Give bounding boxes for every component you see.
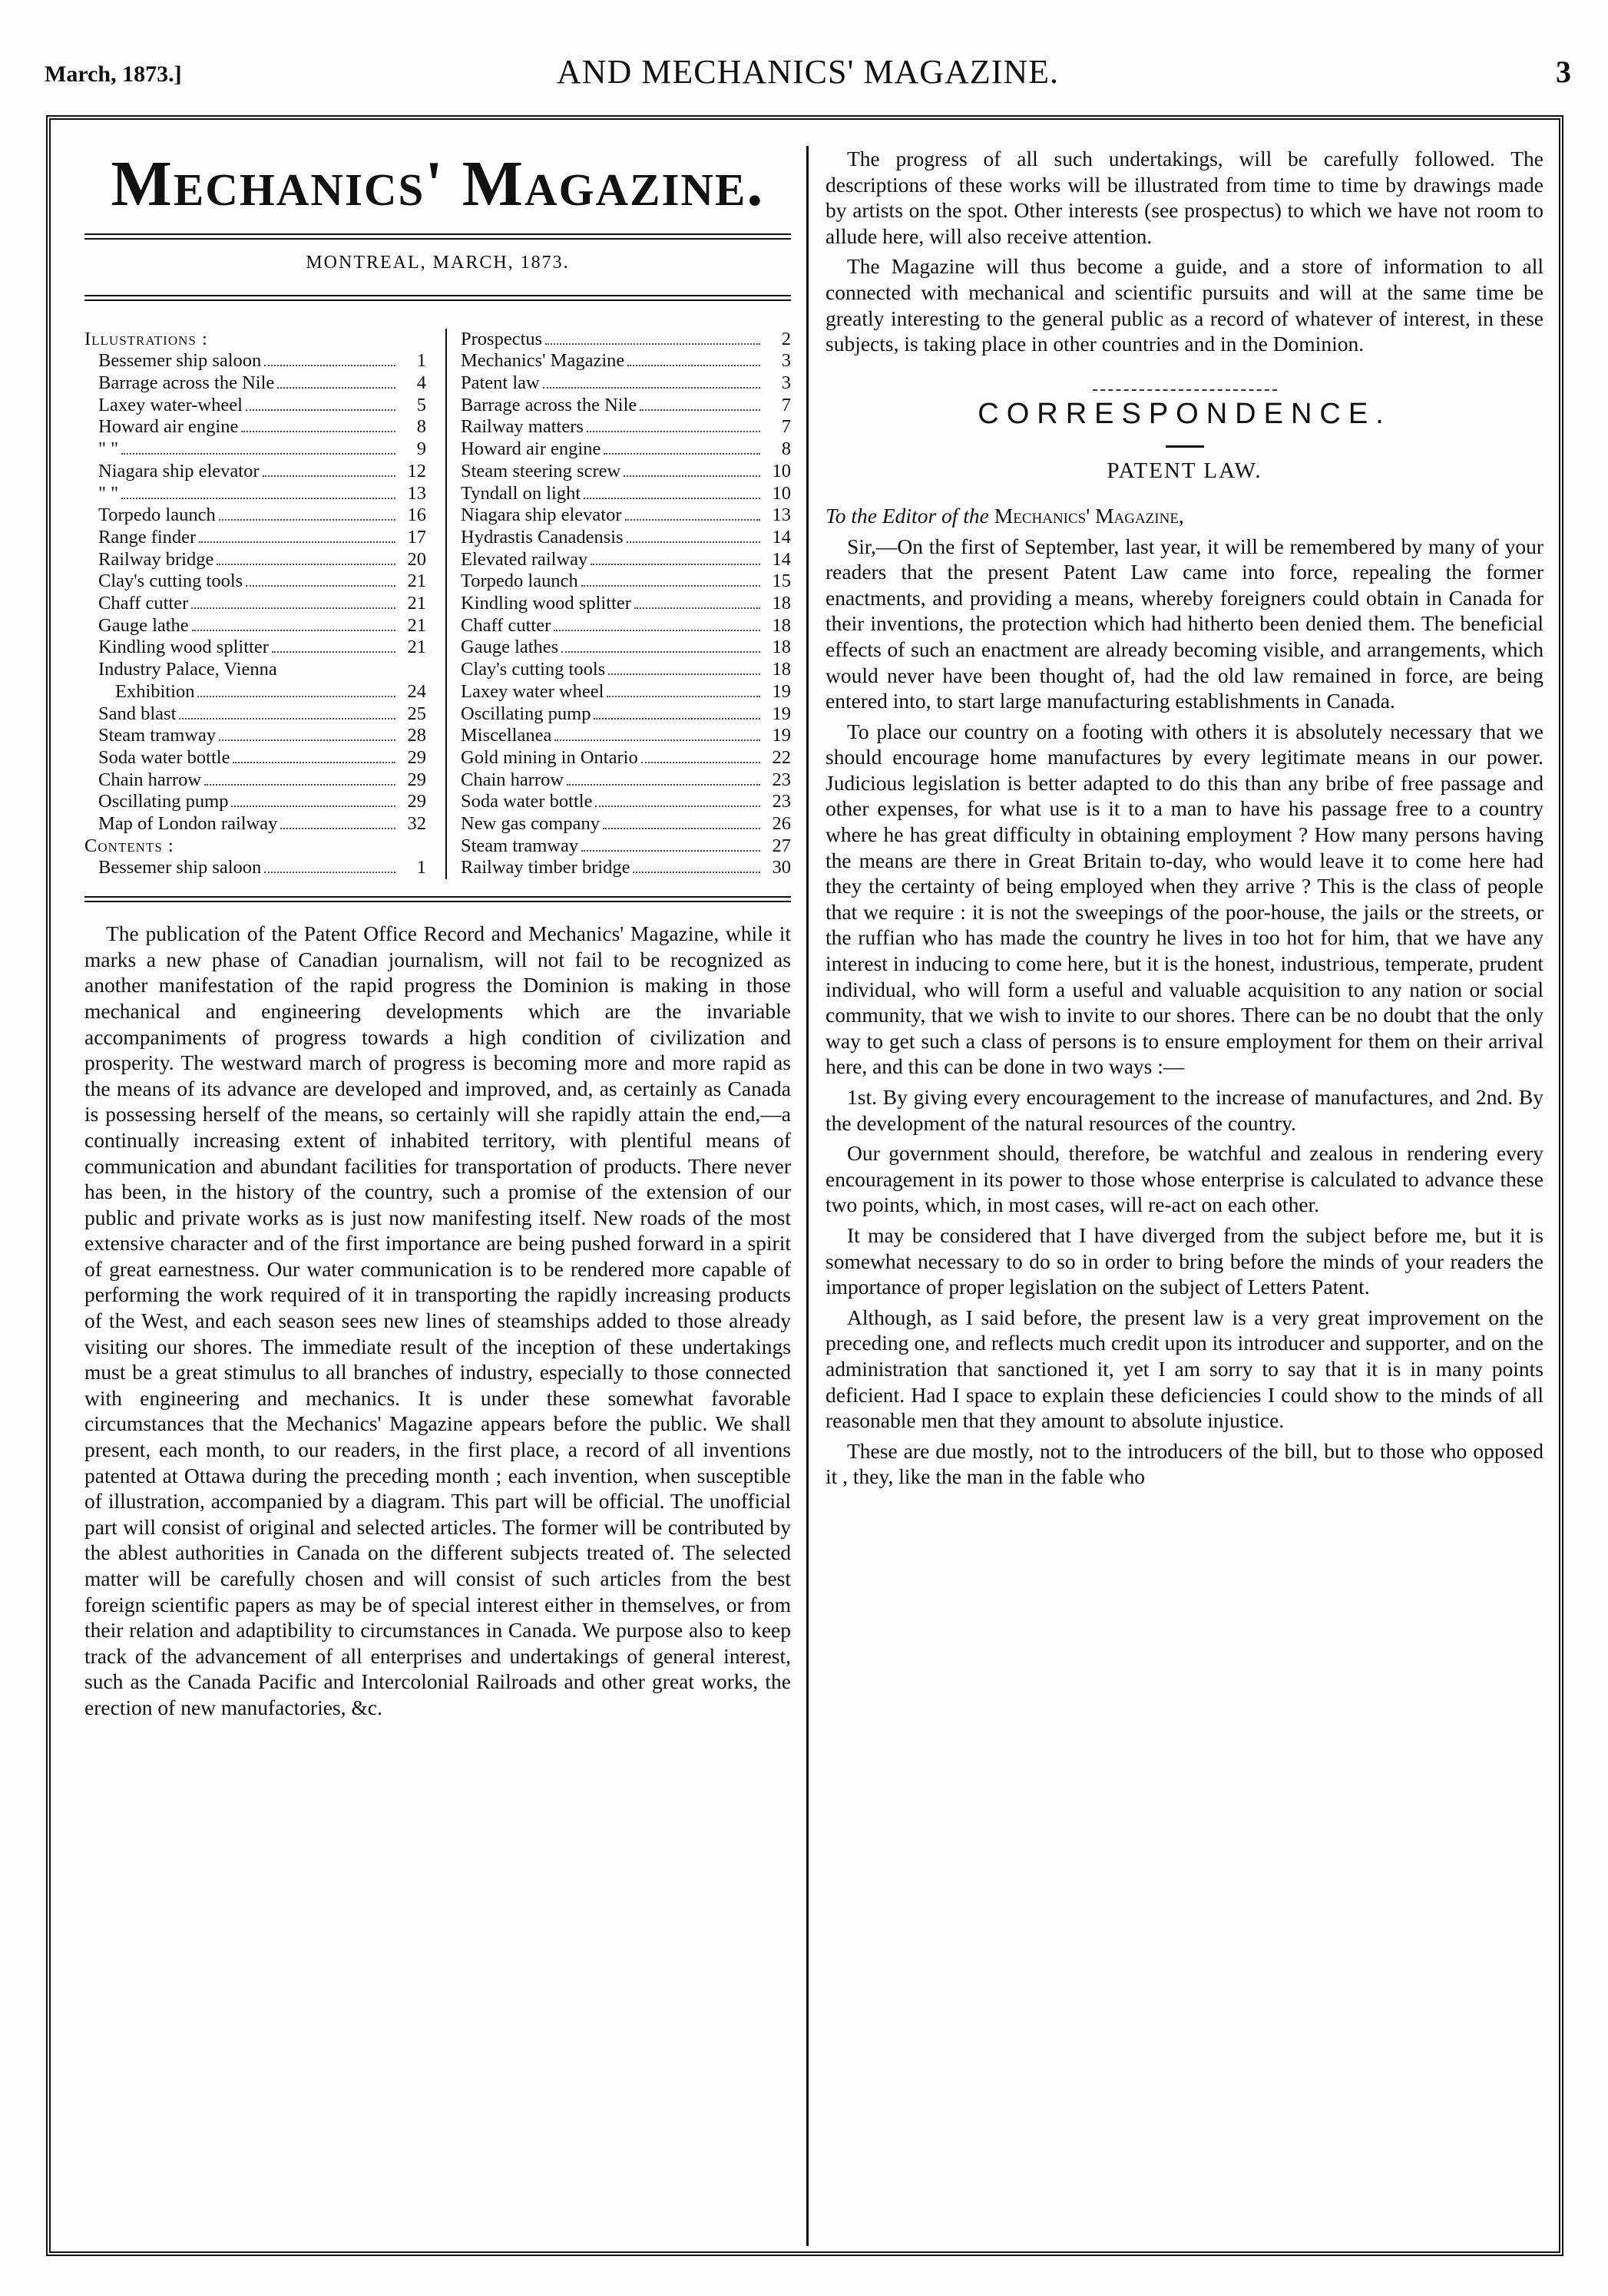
toc-entry-title: Laxey water-wheel [98, 394, 243, 415]
toc-leader [121, 498, 395, 499]
toc-entry-title: " " [98, 482, 119, 504]
toc-entry-title: New gas company [461, 813, 600, 835]
paragraph: To place our country on a footing with others it is absolutely necessary that we should encourage home manufactures by every legitimate means in our power. Judicious legislation is better adapted to do this than any bribe of free passage and other expenses, for what use is it to a man to have his passage free to a country where he has great difficulty in obtaining employment ? How many persons having the means are there in Great Britain to-day, who would leave it to come here had they the certainty of being employed when they arrive ? This is the class of people that we require : it is not the sweepings of the poor-house, the jails or the streets, or the ruffian who has made the country he lives in too hot for him, that we have any interest in inducing to come here, but it is the honest, industrious, temperate, prudent individual, who will form a useful and valuable acquisition to any nation or social community, that we wish to invite to our shores. There can be no doubt that the only way to get such a class of persons is to ensure employment for them on their arrival here, and this can be done in two ways :— [826, 719, 1543, 1079]
toc-entry-page: 23 [772, 791, 791, 812]
patent-law-heading: PATENT LAW. [1107, 458, 1262, 484]
toc-leader [231, 806, 395, 807]
toc-entry [84, 681, 426, 703]
toc-entry-page: 21 [407, 637, 426, 658]
toc-entry-page: 30 [772, 857, 791, 878]
toc-entry-title: Bessemer ship saloon [98, 857, 262, 878]
toc-leader [197, 696, 395, 697]
toc-entry-title: Railway matters [461, 416, 584, 438]
toc-entry-title: Steam steering screw [461, 460, 621, 481]
toc-entry-title: Elevated railway [461, 548, 588, 570]
toc-entry-page: 18 [772, 614, 791, 636]
toc-entry-title: Clay's cutting tools [461, 659, 606, 680]
toc-entry-title: Clay's cutting tools [98, 571, 243, 592]
toc-entry [84, 527, 426, 549]
correspondence-heading: CORRESPONDENCE. [978, 397, 1391, 430]
toc-leader [545, 343, 760, 345]
toc-leader [595, 806, 760, 807]
toc-entry [84, 372, 426, 395]
toc-entry-title: Railway timber bridge [461, 857, 630, 878]
toc-entry-title: Hydrastis Canadensis [461, 526, 624, 548]
toc-entry-page: 29 [407, 769, 426, 790]
masthead-title: Mechanics' Magazine. [111, 148, 765, 220]
contents-top-rule [84, 295, 791, 301]
toc-entry-page: 1 [416, 350, 426, 372]
toc-leader [640, 409, 760, 411]
toc-leader [561, 651, 760, 653]
toc-entry [84, 571, 426, 593]
toc-entry-page: 3 [781, 350, 791, 372]
toc-entry-title: Steam tramway [98, 725, 217, 746]
toc-entry-page: 8 [781, 438, 791, 460]
address-name: Mechanics' Magazine, [994, 503, 1184, 528]
toc-entry-title: Niagara ship elevator [98, 460, 260, 481]
toc-entry-page: 13 [407, 482, 426, 504]
toc-entry-page: 29 [407, 791, 426, 812]
toc-entry [461, 571, 791, 593]
toc-entry-title: Chain harrow [98, 769, 202, 790]
toc-entry [84, 791, 426, 813]
toc-entry-page: 17 [407, 526, 426, 548]
toc-entry-title: Steam tramway [461, 835, 579, 856]
illustrations-list [84, 350, 426, 835]
toc-entry-title: Sand blast [98, 703, 177, 724]
toc-leader [584, 498, 760, 499]
toc-entry-page: 21 [407, 593, 426, 614]
toc-entry [461, 438, 791, 461]
toc-entry-page: 18 [772, 659, 791, 680]
toc-entry [461, 813, 791, 835]
toc-entry [461, 593, 791, 615]
editorial-article [84, 921, 791, 1720]
toc-entry [84, 350, 426, 372]
toc-leader [272, 651, 395, 653]
toc-entry [84, 703, 426, 726]
toc-entry-page: 27 [772, 835, 791, 856]
running-head-title: AND MECHANICS' MAGAZINE. [556, 53, 1060, 91]
illustrations-heading: Illustrations : [84, 328, 208, 349]
toc-entry-title: Howard air engine [461, 438, 601, 460]
toc-entry-title: Industry Palace, Vienna [98, 659, 277, 680]
toc-entry [84, 593, 426, 615]
paragraph: The progress of all such undertakings, will be carefully followed. The descriptions of these works will be illustrated from time to time by drawings made by artists on the spot. Other interests (see prospectus) to which we have not room to allude here, will also receive attention. [826, 147, 1543, 248]
toc-entry-page: 18 [772, 637, 791, 658]
toc-entry-page: 24 [407, 680, 426, 702]
toc-entry-title: Barrage across the Nile [98, 372, 275, 393]
toc-entry-page: 8 [416, 416, 426, 438]
toc-leader [604, 453, 760, 455]
toc-entry-title: Soda water bottle [461, 791, 593, 812]
toc-entry-page: 19 [772, 680, 791, 702]
toc-entry-title: Gold mining in Ontario [461, 746, 638, 768]
toc-entry [461, 615, 791, 637]
toc-entry-title: Kindling wood splitter [98, 637, 269, 658]
paragraph: It may be considered that I have diverged from the subject before me, but it is somewhat necessary to do so in order to bring before the minds of your readers the importance of proper legislation on the subject of Letters Patent. [826, 1222, 1543, 1299]
toc-entry-page: 3 [781, 372, 791, 393]
letter-body [826, 534, 1543, 1490]
toc-leader [246, 409, 395, 411]
toc-leader [581, 850, 760, 852]
toc-entry-title: Chain harrow [461, 769, 564, 790]
toc-entry-title: " " [98, 438, 119, 460]
table-of-contents [84, 312, 791, 892]
toc-entry [461, 350, 791, 372]
toc-entry-title: Mechanics' Magazine [461, 350, 625, 372]
paragraph: These are due mostly, not to the introducers of the bill, but to those who opposed it , they, like the man in the fable who [826, 1438, 1543, 1489]
toc-entry [84, 725, 426, 747]
section-ornament [826, 371, 1543, 379]
toc-leader [204, 784, 395, 786]
toc-entry [84, 549, 426, 571]
toc-leader [594, 718, 760, 720]
toc-entry-page: 9 [416, 438, 426, 460]
toc-entry-page: 2 [781, 328, 791, 349]
toc-entry-title: Tyndall on light [461, 482, 581, 504]
toc-leader [607, 696, 760, 697]
toc-entry [84, 637, 426, 659]
letter-address [826, 503, 1543, 529]
toc-entry [461, 659, 791, 681]
toc-leader [277, 387, 395, 389]
toc-entry-page: 19 [772, 703, 791, 724]
toc-entry [461, 372, 791, 395]
toc-leader [627, 365, 760, 366]
paragraph: Our government should, therefore, be watchful and zealous in rendering every encouragement in its power to those whose enterprise is calculated to advance these two points, which, in most cases, will re-act on each other. [826, 1141, 1543, 1217]
toc-entry [461, 857, 791, 879]
toc-entry [461, 527, 791, 549]
paragraph: 1st. By giving every encouragement to the increase of manufactures, and 2nd. By the development of the natural resources of the country. [826, 1085, 1543, 1135]
toc-leader [554, 739, 760, 741]
left-column [84, 146, 791, 1721]
toc-entry-page: 28 [407, 725, 426, 746]
masthead-rule [84, 233, 791, 240]
toc-entry-title: Howard air engine [98, 416, 239, 438]
toc-leader [581, 585, 760, 587]
toc-entry [84, 747, 426, 769]
toc-leader [241, 431, 395, 432]
toc-entry-title: Chaff cutter [98, 593, 189, 614]
contents-list-left [84, 857, 426, 879]
toc-entry [461, 835, 791, 858]
toc-entry [461, 681, 791, 703]
toc-entry-title: Bessemer ship saloon [98, 350, 262, 372]
toc-entry [461, 461, 791, 483]
toc-entry-title: Exhibition [115, 680, 195, 702]
toc-leader [264, 365, 395, 366]
toc-entry [84, 461, 426, 483]
toc-leader [217, 564, 395, 565]
toc-leader [233, 762, 395, 763]
toc-entry-title: Oscillating pump [461, 703, 591, 724]
running-head-date: March, 1873.] [45, 61, 182, 87]
contents-heading: Contents : [84, 835, 174, 856]
toc-entry-page: 15 [772, 571, 791, 592]
toc-entry [461, 416, 791, 438]
toc-leader [554, 630, 760, 631]
paragraph: Although, as I said before, the present law is a very great improvement on the preceding one, and reflects much credit upon its introducer and supporter, and on the administration that sanctioned it, yet I am sorry to say that it is in many points deficient. Had I space to explain these deficiencies I could show to the minds of all reasonable men that they amount to absolute injustice. [826, 1305, 1543, 1433]
toc-entry [84, 483, 426, 505]
toc-entry-title: Laxey water wheel [461, 680, 604, 702]
toc-entry-page: 14 [772, 548, 791, 570]
toc-entry-title: Miscellanea [461, 725, 552, 746]
toc-entry-title: Oscillating pump [98, 791, 229, 812]
toc-entry-page: 16 [407, 505, 426, 526]
toc-leader [263, 475, 395, 477]
toc-entry-page: 4 [416, 372, 426, 393]
toc-entry-title: Prospectus [461, 328, 543, 349]
column-divider [806, 146, 809, 2246]
toc-entry-page: 5 [416, 394, 426, 415]
contents-list-right [461, 329, 791, 880]
toc-leader [624, 475, 760, 477]
toc-entry-title: Torpedo launch [98, 505, 216, 526]
toc-entry-page: 20 [407, 548, 426, 570]
toc-entry-page: 14 [772, 526, 791, 548]
toc-leader [567, 784, 760, 786]
toc-leader [543, 387, 760, 389]
toc-entry-page: 23 [772, 769, 791, 790]
toc-entry-page: 7 [781, 416, 791, 438]
toc-entry-page: 21 [407, 614, 426, 636]
toc-entry [461, 483, 791, 505]
toc-leader [219, 739, 395, 741]
toc-leader [641, 762, 760, 763]
toc-entry [461, 703, 791, 726]
toc-entry [84, 438, 426, 461]
toc-leader [264, 872, 395, 873]
toc-entry-page: 25 [407, 703, 426, 724]
contents-bottom-rule [84, 896, 791, 902]
toc-leader [625, 519, 760, 521]
toc-entry-title: Gauge lathes [461, 637, 559, 658]
toc-entry-page: 26 [772, 813, 791, 835]
toc-leader [192, 630, 395, 631]
toc-entry [84, 416, 426, 438]
toc-entry-title: Map of London railway [98, 813, 278, 835]
toc-entry-title: Patent law [461, 372, 540, 393]
toc-entry-title: Kindling wood splitter [461, 593, 631, 614]
toc-entry-title: Barrage across the Nile [461, 394, 637, 415]
editorial-continuation [826, 146, 1543, 357]
right-column [826, 146, 1543, 1494]
toc-leader [608, 673, 760, 675]
toc-entry [461, 549, 791, 571]
toc-leader [246, 585, 395, 587]
toc-entry-title: Range finder [98, 526, 197, 548]
paragraph: The publication of the Patent Office Record and Mechanics' Magazine, while it marks a new phase of Canadian journalism, will not fail to be recognized as another manifestation of the rapid progress the Dominion is making in those mechanical and engineering developments which are the invariable accompaniments of progress towards a high condition of civilization and prosperity. The westward march of progress is becoming more and more rapid as the means of its advance are developed and improved, and, as certainly as Canada is possessing herself of the means, so certainly will she rapidly attain the end,—a continually increasing extent of inhabited territory, with plentiful means of communication and abundant facilities for transportation of products. There never has been, in the history of the country, such a promise of the extension of our public and private works as is just now manifesting itself. New roads of the most extensive character and of the first importance are being pushed forward in a spirit of great earnestness. Our water communication is to be rendered more capable of performing the work required of it in transporting the rapidly increasing products of the West, and each season sees new lines of steamships added to those already visiting our shores. The immediate result of the inception of these undertakings must be a great stimulus to all branches of industry, especially to those connected with engineering and mechanics. It is under these somewhat favorable circumstances that the Mechanics' Magazine appears before the public. We shall present, each month, to our readers, in the first place, a record of all inventions patented at Ottawa during the preceding month ; each invention, when susceptible of illustration, accompanied by a diagram. This part will be official. The unofficial part will consist of original and selected articles. The former will be contributed by the ablest authorities in Canada on the different subjects treated of. The selected matter will be carefully chosen and will consist of such articles from the best foreign scientific papers as may be of special interest either in themselves, or from their relation and adaptibility to circumstances in Canada. We purpose also to keep track of the advancement of all enterprises and undertakings of general interest, such as the Canada Pacific and Intercolonial Railroads and other great works, the erection of new manufactories, &c. [84, 921, 791, 1719]
paragraph: The Magazine will thus become a guide, and a store of information to all connected with mechanical and scientific pursuits and will at the same time be greatly interesting to the general public as a record of whatever of interest, in these subjects, is taking place in other countries and in the Dominion. [826, 254, 1543, 356]
toc-leader [633, 872, 760, 873]
toc-entry [461, 769, 791, 792]
page-number: 3 [1556, 55, 1571, 89]
toc-entry [461, 791, 791, 813]
dateline: MONTREAL, MARCH, 1873. [306, 253, 570, 273]
toc-entry [461, 505, 791, 527]
toc-entry-page: 22 [772, 746, 791, 768]
toc-entry-title: Torpedo launch [461, 571, 578, 592]
toc-entry-title: Chaff cutter [461, 614, 551, 636]
toc-entry-page: 13 [772, 505, 791, 526]
toc-entry-page: 1 [416, 857, 426, 878]
contents-left [84, 329, 426, 880]
toc-leader [627, 541, 760, 543]
toc-entry-page: 18 [772, 593, 791, 614]
toc-entry [461, 329, 791, 351]
toc-entry-title: Gauge lathe [98, 614, 189, 636]
heading-rule [1166, 445, 1204, 448]
address-prefix: To the Editor of the [826, 503, 994, 528]
toc-entry [84, 395, 426, 417]
toc-entry [84, 857, 426, 879]
toc-leader [280, 828, 395, 829]
toc-entry [84, 769, 426, 792]
toc-leader [603, 828, 760, 829]
toc-entry [84, 505, 426, 527]
toc-leader [591, 564, 760, 565]
toc-leader [199, 541, 395, 543]
toc-entry [84, 813, 426, 835]
toc-entry-page: 32 [407, 813, 426, 835]
toc-leader [587, 431, 760, 432]
toc-entry-page: 7 [781, 394, 791, 415]
toc-leader [634, 607, 760, 609]
toc-entry-page: 21 [407, 571, 426, 592]
toc-entry [461, 725, 791, 747]
toc-entry [461, 747, 791, 769]
toc-entry-title: Railway bridge [98, 548, 214, 570]
toc-entry-page: 19 [772, 725, 791, 746]
contents-right [445, 329, 791, 880]
toc-leader [219, 519, 395, 521]
toc-leader [179, 718, 395, 720]
toc-leader [121, 453, 395, 455]
paragraph: Sir,—On the first of September, last year, it will be remembered by many of your readers that the present Patent Law came into force, repealing the former enactments, and providing a means, whereby foreigners could obtain in Canada for their inventions, the protection which had hitherto been denied them. The beneficial effects of such an enactment are already becoming visible, and arrangements, which would never have been thought of, had the old law remained in force, are being entered into, to start large manufacturing establishments in Canada. [826, 534, 1543, 713]
running-head [45, 45, 1571, 98]
toc-entry-page: 10 [772, 482, 791, 504]
toc-entry-title: Soda water bottle [98, 746, 230, 768]
toc-entry-page: 10 [772, 460, 791, 481]
toc-leader [191, 607, 395, 609]
toc-entry [84, 615, 426, 637]
toc-entry-title: Niagara ship elevator [461, 505, 622, 526]
toc-entry-page: 12 [407, 460, 426, 481]
toc-entry-page: 29 [407, 746, 426, 768]
toc-entry [461, 395, 791, 417]
toc-entry [84, 659, 426, 681]
toc-entry [461, 637, 791, 659]
